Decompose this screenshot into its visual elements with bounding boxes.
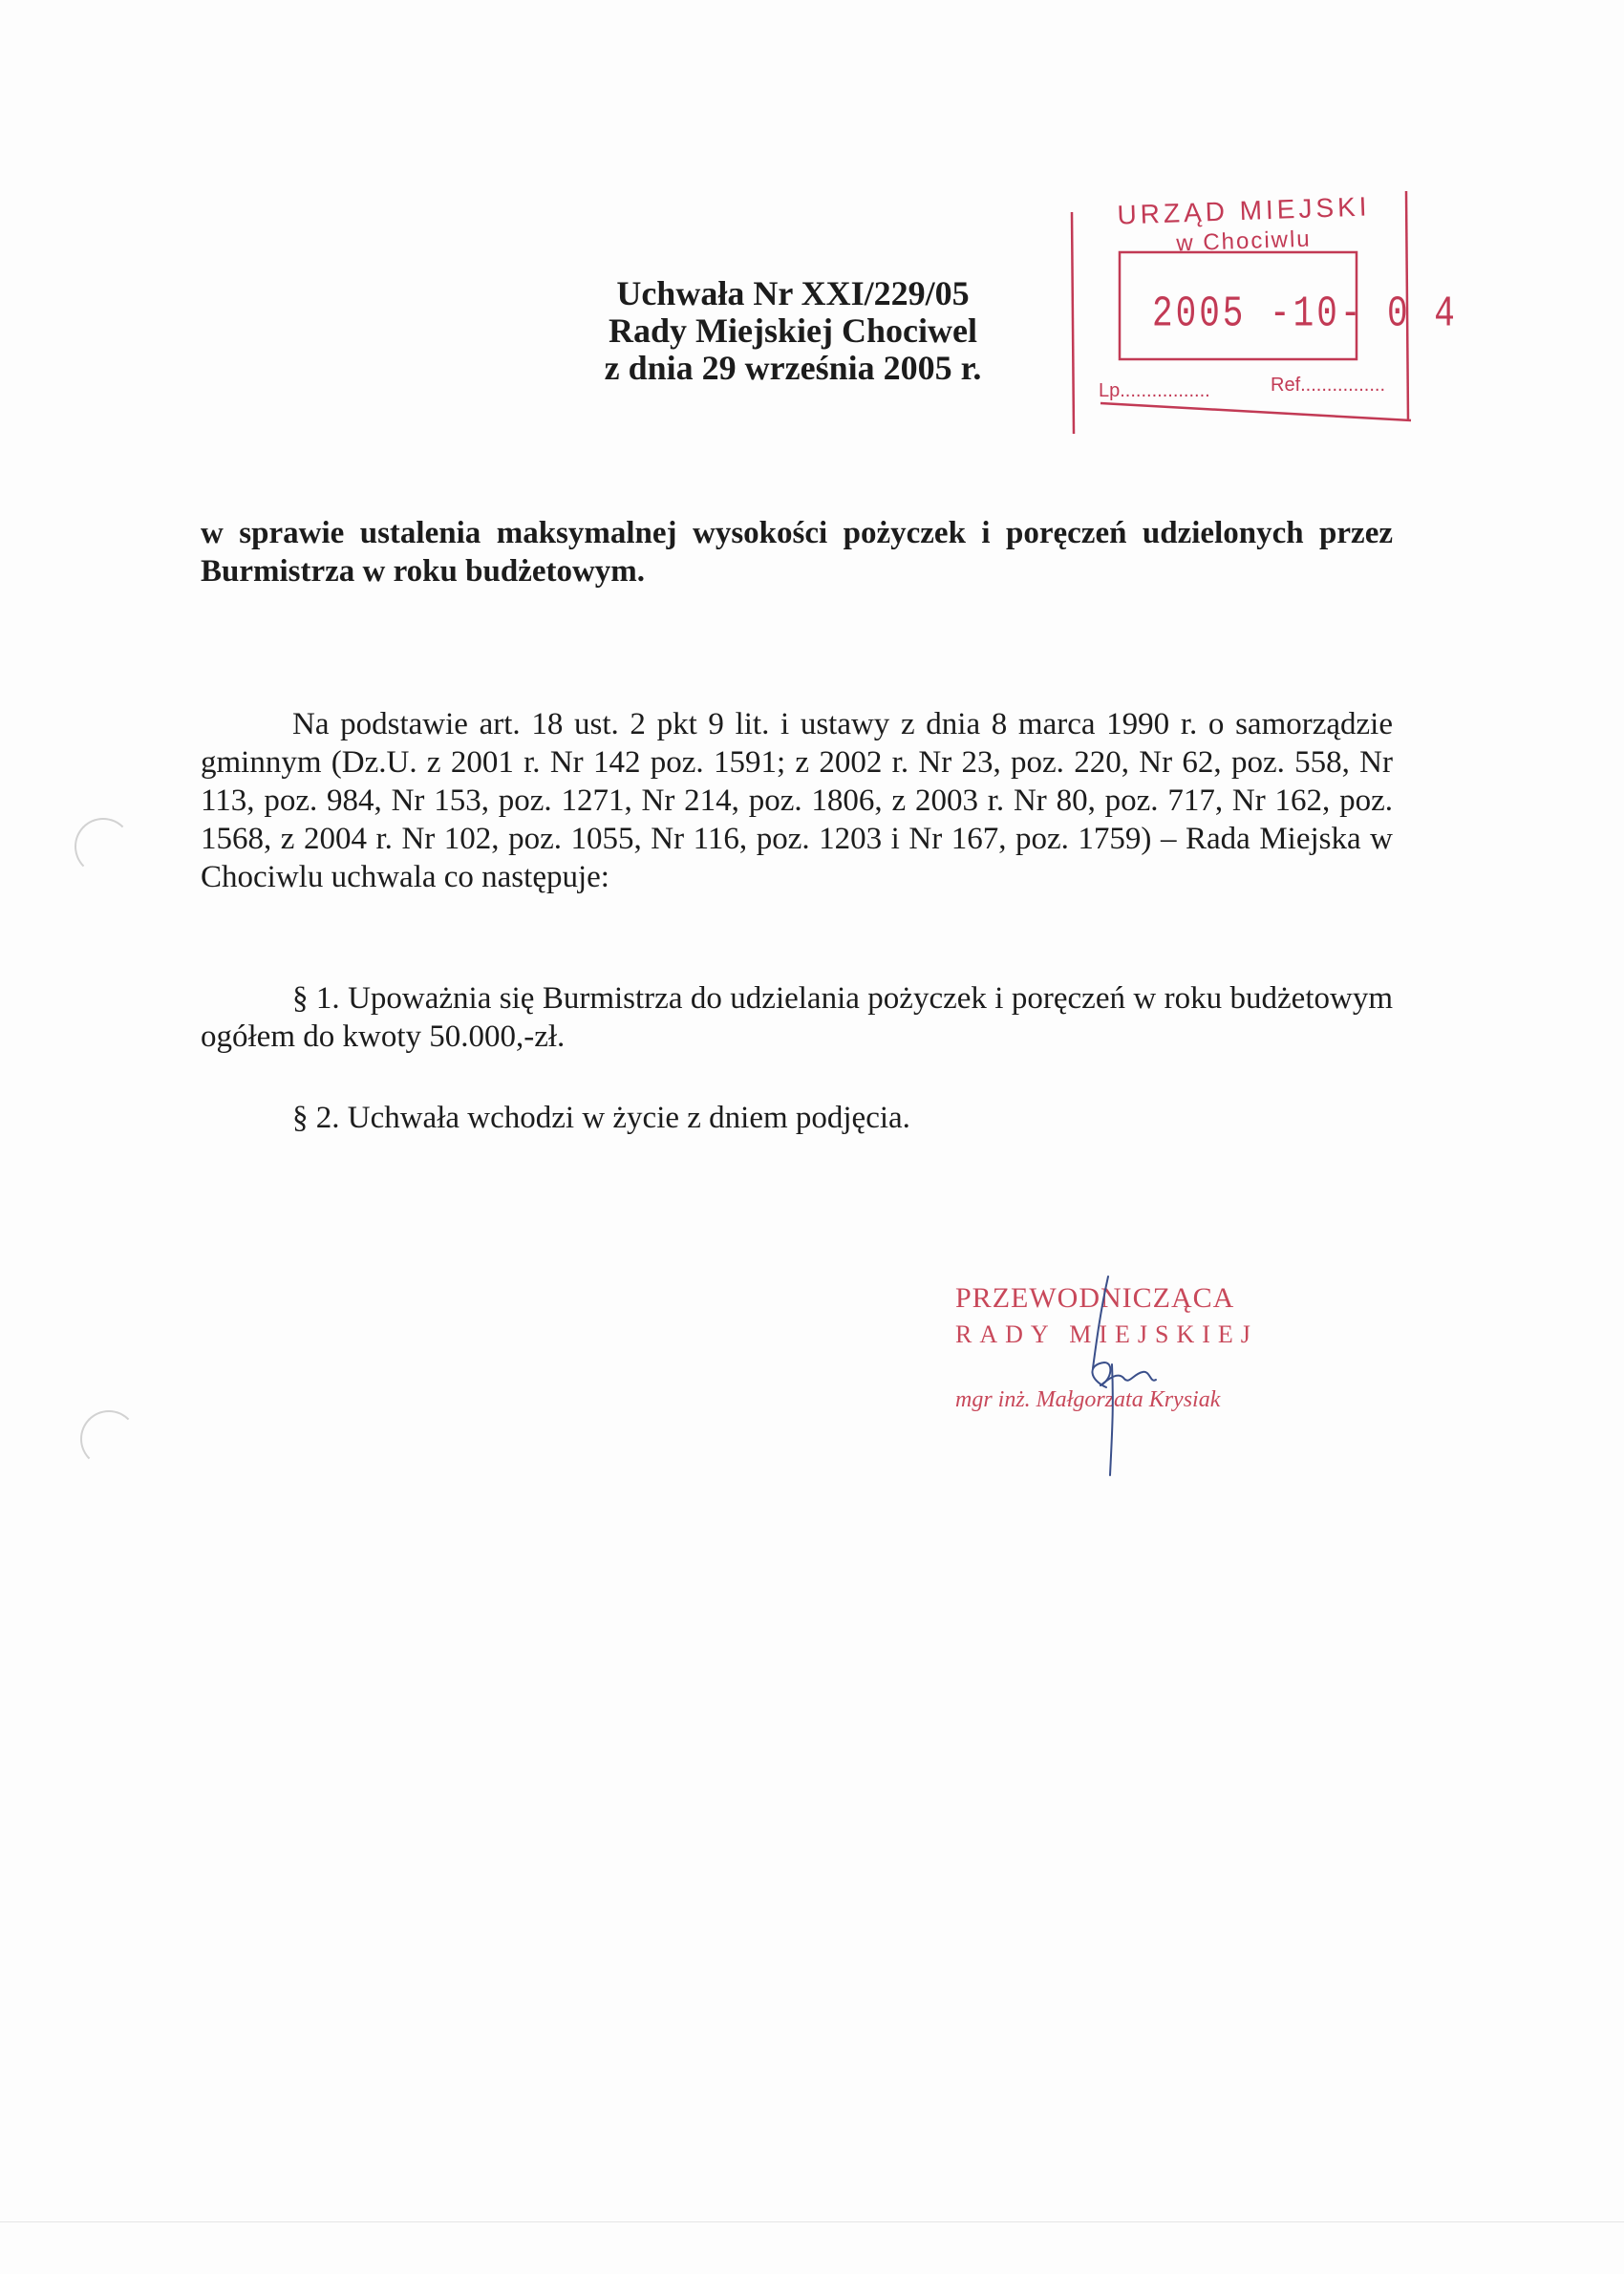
resolution-header: [535, 275, 1051, 387]
resolution-subject: w sprawie ustalenia maksymalnej wysokości pożyczek i poręczeń udzielonych przez Burmistrza w roku budżetowym.: [201, 516, 1393, 589]
punch-hole-top: [75, 818, 132, 875]
resolution-date: z dnia 29 września 2005 r.: [604, 349, 982, 387]
punch-hole-bottom: [80, 1410, 138, 1468]
section-1-paragraph: § 1. Upoważnia się Burmistrza do udzielania pożyczek i poręczeń w roku budżetowym ogółem do kwoty 50.000,-zł.: [201, 981, 1393, 1054]
stamp-office-location: w Chociwlu: [1175, 225, 1313, 257]
page-bottom-edge: [0, 2221, 1624, 2222]
stamp-office-name: URZĄD MIEJSKI: [1116, 191, 1372, 230]
chairperson-signature-block: [936, 1273, 1337, 1483]
stamp-received-date: 2005 -10- 0 4: [1152, 289, 1458, 339]
chairperson-name: mgr inż. Małgorzata Krysiak: [955, 1387, 1221, 1412]
handwritten-signature: [1051, 1273, 1165, 1483]
resolution-number: Uchwała Nr XXI/229/05: [616, 274, 970, 312]
section-2-paragraph: § 2. Uchwała wchodzi w życie z dniem podjęcia.: [292, 1101, 910, 1135]
chairperson-title: PRZEWODNICZĄCA: [955, 1282, 1235, 1314]
stamp-ref-field: Ref................: [1271, 375, 1386, 396]
receipt-stamp: [1062, 183, 1458, 434]
resolution-council: Rady Miejskiej Chociwel: [609, 311, 977, 350]
council-name: RADY MIEJSKIEJ: [955, 1320, 1258, 1348]
legal-basis-paragraph: Na podstawie art. 18 ust. 2 pkt 9 lit. i ustawy z dnia 8 marca 1990 r. o samorządzie gminnym (Dz.U. z 2001 r. Nr 142 poz. 1591; z 2002 r. Nr 23, poz. 220, Nr 62, poz. 558, Nr 113, poz. 984, Nr 153, poz. 1271, Nr 214, poz. 1806, z 2003 r. Nr 80, poz. 717, Nr 162, poz. 1568, z 2004 r. Nr 102, poz. 1055, Nr 116, poz. 1203 i Nr 167, poz. 1759) – Rada Miejska w Chociwlu uchwala co następuje:: [201, 707, 1393, 894]
stamp-lp-field: Lp.................: [1099, 380, 1210, 401]
